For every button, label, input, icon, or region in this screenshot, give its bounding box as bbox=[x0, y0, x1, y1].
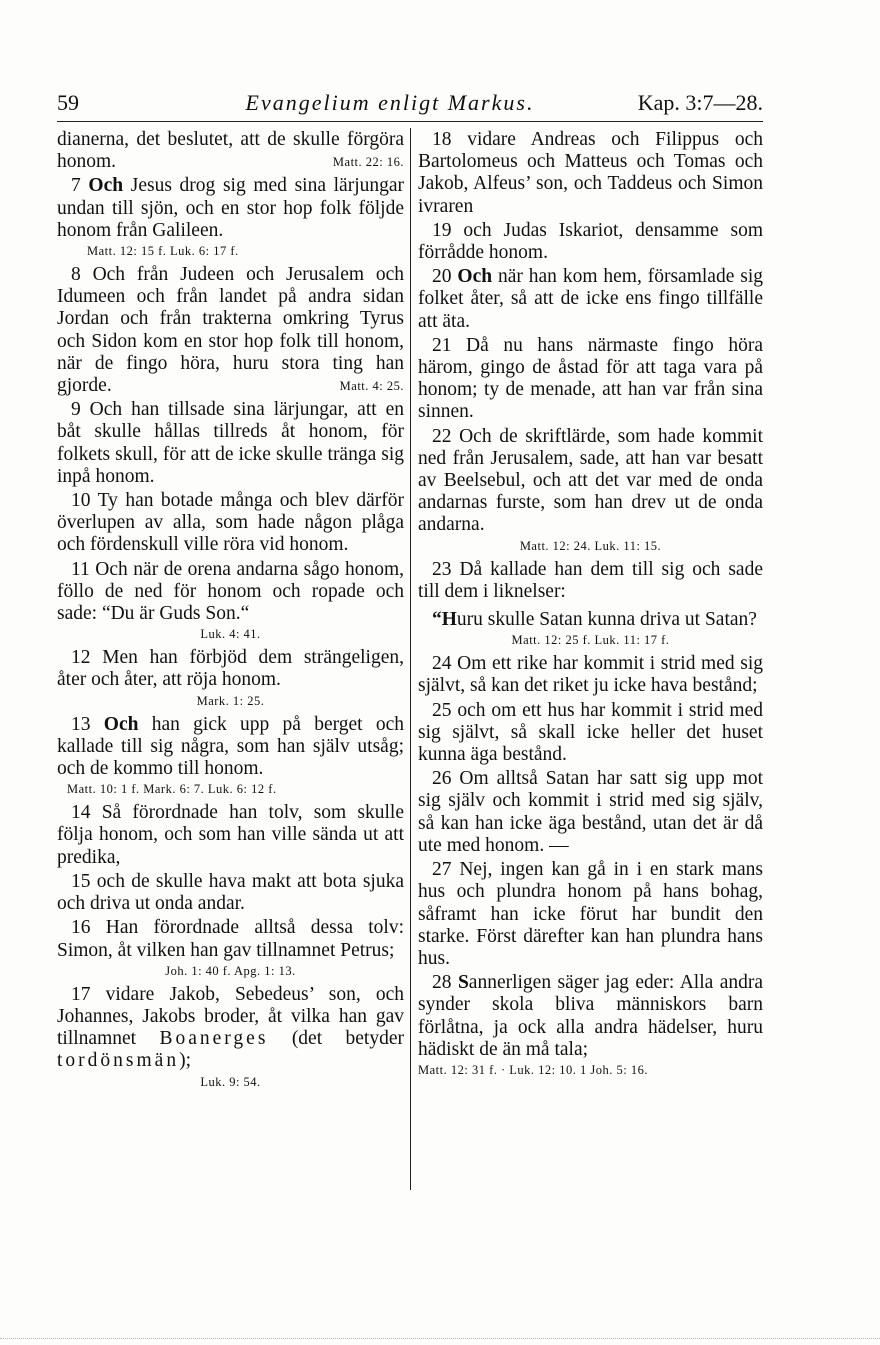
book-title: Evangelium enligt Markus. bbox=[245, 90, 535, 115]
verse-10: 10 Ty han botade många och blev därför överlupen av alla, som hade någon plåga och fördenskull ville röra vid honom. bbox=[57, 490, 404, 556]
verse-12: 12 Men han förbjöd dem strängeligen, åter och åter, att röja honom. bbox=[57, 647, 404, 691]
verse-18: 18 vidare Andreas och Filippus och Bartolomeus och Matteus och Tomas och Jakob, Alfeus’ son, och Taddeus och Simon ivraren bbox=[418, 129, 763, 217]
verse-25: 25 och om ett hus har kommit i strid med sig självt, så skall icke heller det huset kunna äga bestånd. bbox=[418, 699, 763, 766]
cross-reference: Joh. 1: 40 f. Apg. 1: 13. bbox=[165, 963, 296, 978]
verse-9: 9 Och han tillsade sina lärjungar, att en båt skulle hållas tillreds åt honom, för folkets skull, för att de icke skulle tränga sig inpå honom. bbox=[57, 399, 404, 487]
running-header bbox=[57, 86, 763, 120]
cross-reference: Matt. 12: 25 f. Luk. 11: 17 f. bbox=[511, 633, 670, 648]
verse-28: 28 Sannerligen säger jag eder: Alla andra synder skola bliva människors barn förlåtna, ja ock alla andra hädelser, huru hädiskt de än må tala; bbox=[418, 972, 764, 1060]
page-number: 59 bbox=[57, 90, 79, 115]
verse-24: 24 Om ett rike har kommit i strid med sig självt, så kan det riket ju icke hava bestånd; bbox=[418, 653, 763, 697]
cross-reference: Luk. 9: 54. bbox=[200, 1074, 261, 1089]
quote-opening: “Huru skulle Satan kunna driva ut Satan? bbox=[432, 609, 757, 631]
right-column bbox=[418, 129, 763, 1083]
verse-19: 19 och Judas Iskariot, densamme som förrådde honom. bbox=[418, 219, 763, 264]
verse-11: 11 Och när de orena andarna sågo honom, föllo de ned för honom och ropade och sade: “Du är Guds Son.“ bbox=[57, 558, 404, 625]
verse-15: 15 och de skulle hava makt att bota sjuka och driva ut onda andar. bbox=[57, 870, 404, 915]
verse-26: 26 Om alltså Satan har satt sig upp mot sig själv och kommit i strid med sig själv, så kan han icke äga bestånd, utan det är då ute med honom. — bbox=[418, 768, 763, 856]
verse-17: 17 vidare Jakob, Sebedeus’ son, och Johannes, Jakobs broder, åt vilka han gav tillnamnet Boanerges (det betyder tordönsmän); bbox=[57, 983, 404, 1072]
verse-8: 8 Och från Judeen och Jerusalem och Idumeen och från landet på andra sidan Jordan och från trakterna omkring Tyrus och Sidon kom en stor hop folk till honom, när de fingo höra, huru stora ting han gjorde. Matt. 4: 25. bbox=[57, 264, 404, 397]
verse-23: 23 Då kallade han dem till sig och sade till dem i liknelser: bbox=[418, 558, 763, 602]
cross-reference: Matt. 12: 24. Luk. 11: 15. bbox=[519, 538, 662, 553]
left-column bbox=[57, 129, 404, 1095]
verse-16: 16 Han förordnade alltså dessa tolv: Simon, åt vilken han gav tillnamnet Petrus; bbox=[57, 917, 404, 961]
verse-21: 21 Då nu hans närmaste fingo höra härom, gingo de åstad för att taga vara på honom; ty de menade, att han var från sina sinnen. bbox=[418, 334, 763, 423]
verse-14: 14 Så förordnade han tolv, som skulle följa honom, och som han ville sända ut att predika, bbox=[57, 802, 404, 868]
cross-reference: Matt. 12: 15 f. Luk. 6: 17 f. bbox=[87, 244, 239, 259]
verse-13: 13 Och han gick upp på berget och kallade till sig några, som han själv utsåg; och de kommo till honom. bbox=[57, 713, 405, 780]
cross-reference: Matt. 4: 25. bbox=[339, 379, 404, 394]
verse-continuation: dianerna, det beslutet, att de skulle förgöra honom. Matt. 22: 16. bbox=[57, 129, 404, 173]
cross-reference: Matt. 10: 1 f. Mark. 6: 7. Luk. 6: 12 f. bbox=[67, 782, 277, 797]
verse-22: 22 Och de skriftlärde, som hade kommit ned från Jerusalem, sade, att han var besatt av Beelsebul, och att det var med de onda andarnas furste, som han drev ut de onda andarna. bbox=[418, 425, 763, 536]
verse-20: 20 Och när han kom hem, församlade sig folket åter, så att de icke ens fingo tillfälle att äta. bbox=[418, 266, 764, 332]
cross-reference: Matt. 12: 31 f. · Luk. 12: 10. 1 Joh. 5: 16. bbox=[418, 1062, 648, 1077]
column-divider bbox=[410, 128, 411, 1190]
page-edge bbox=[0, 1338, 880, 1339]
cross-reference: Luk. 4: 41. bbox=[200, 627, 261, 642]
cross-reference: Matt. 22: 16. bbox=[332, 155, 404, 170]
verse-27: 27 Nej, ingen kan gå in i en stark mans hus och plundra honom på hans bohag, såframt han icke förut har bundit den starke. Först därefter kan han plundra hans hus. bbox=[418, 859, 763, 969]
verse-7: 7 Och Jesus drog sig med sina lärjungar undan till sjön, och en stor hop folk följde honom från Galileen. bbox=[57, 175, 405, 241]
cross-reference: Mark. 1: 25. bbox=[196, 693, 265, 708]
chapter-reference: Kap. 3:7—28. bbox=[637, 90, 763, 115]
header-rule bbox=[57, 121, 763, 122]
